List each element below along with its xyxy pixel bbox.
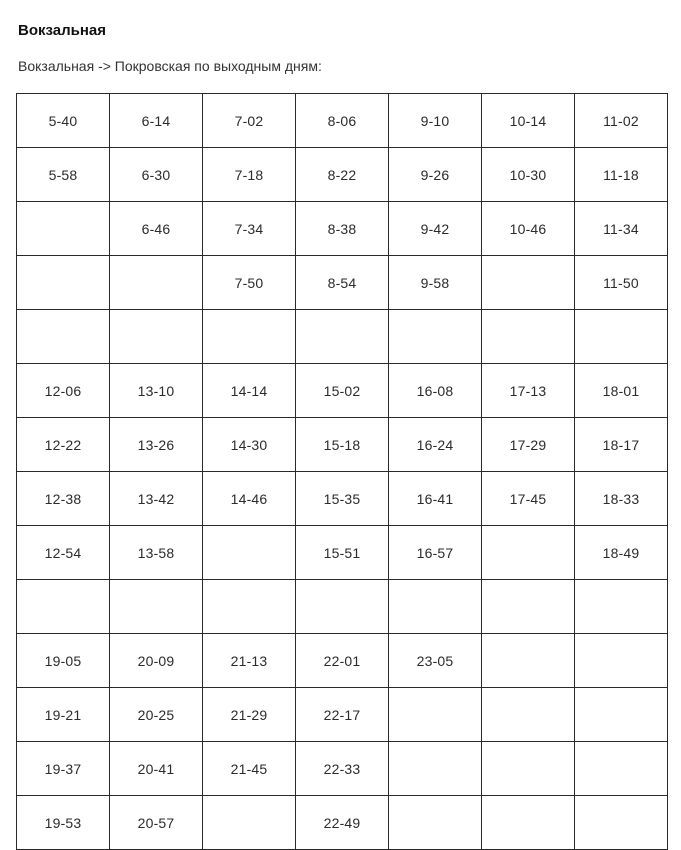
table-row (17, 688, 668, 742)
time-cell: 10-30 (482, 148, 575, 202)
time-cell (296, 580, 389, 634)
time-cell: 16-41 (389, 472, 482, 526)
schedule-body (17, 94, 668, 850)
time-cell: 10-14 (482, 94, 575, 148)
time-cell: 8-54 (296, 256, 389, 310)
time-cell (482, 526, 575, 580)
time-cell: 5-40 (17, 94, 110, 148)
table-row (17, 418, 668, 472)
time-cell (203, 580, 296, 634)
time-cell (482, 256, 575, 310)
time-cell: 15-51 (296, 526, 389, 580)
time-cell (17, 580, 110, 634)
table-row (17, 796, 668, 850)
table-row (17, 94, 668, 148)
time-cell (575, 580, 668, 634)
time-cell: 12-06 (17, 364, 110, 418)
time-cell: 15-02 (296, 364, 389, 418)
time-cell (17, 256, 110, 310)
time-cell: 9-58 (389, 256, 482, 310)
time-cell: 11-50 (575, 256, 668, 310)
time-cell: 17-13 (482, 364, 575, 418)
time-cell: 12-22 (17, 418, 110, 472)
time-cell: 16-24 (389, 418, 482, 472)
time-cell (575, 742, 668, 796)
time-cell: 23-05 (389, 634, 482, 688)
time-cell: 10-46 (482, 202, 575, 256)
time-cell: 9-10 (389, 94, 482, 148)
time-cell (296, 310, 389, 364)
page-title: Вокзальная (18, 22, 107, 39)
time-cell (575, 634, 668, 688)
time-cell: 22-33 (296, 742, 389, 796)
time-cell (482, 634, 575, 688)
time-cell (575, 688, 668, 742)
time-cell (389, 310, 482, 364)
time-cell: 21-13 (203, 634, 296, 688)
table-row (17, 742, 668, 796)
time-cell (17, 310, 110, 364)
table-row (17, 202, 668, 256)
time-cell (389, 796, 482, 850)
time-cell: 22-17 (296, 688, 389, 742)
time-cell: 18-33 (575, 472, 668, 526)
time-cell: 21-45 (203, 742, 296, 796)
time-cell: 8-22 (296, 148, 389, 202)
time-cell: 19-37 (17, 742, 110, 796)
time-cell (389, 688, 482, 742)
time-cell: 13-58 (110, 526, 203, 580)
time-cell: 11-34 (575, 202, 668, 256)
time-cell: 5-58 (17, 148, 110, 202)
time-cell: 11-18 (575, 148, 668, 202)
time-cell: 16-57 (389, 526, 482, 580)
time-cell: 6-46 (110, 202, 203, 256)
time-cell: 12-54 (17, 526, 110, 580)
time-cell: 15-35 (296, 472, 389, 526)
time-cell: 13-26 (110, 418, 203, 472)
time-cell: 22-49 (296, 796, 389, 850)
time-cell (17, 202, 110, 256)
time-cell (575, 310, 668, 364)
time-cell (389, 580, 482, 634)
schedule-table (16, 93, 668, 850)
time-cell: 16-08 (389, 364, 482, 418)
time-cell: 13-42 (110, 472, 203, 526)
table-row (17, 472, 668, 526)
time-cell: 13-10 (110, 364, 203, 418)
time-cell (203, 310, 296, 364)
table-row (17, 634, 668, 688)
table-row (17, 148, 668, 202)
time-cell (482, 742, 575, 796)
time-cell (575, 796, 668, 850)
time-cell: 8-38 (296, 202, 389, 256)
time-cell: 18-49 (575, 526, 668, 580)
time-cell: 20-09 (110, 634, 203, 688)
time-cell: 11-02 (575, 94, 668, 148)
time-cell (110, 580, 203, 634)
table-row (17, 256, 668, 310)
time-cell: 17-29 (482, 418, 575, 472)
time-cell: 19-53 (17, 796, 110, 850)
time-cell: 8-06 (296, 94, 389, 148)
time-cell (389, 742, 482, 796)
time-cell: 21-29 (203, 688, 296, 742)
time-cell: 6-30 (110, 148, 203, 202)
time-cell (203, 796, 296, 850)
time-cell: 6-14 (110, 94, 203, 148)
time-cell: 18-01 (575, 364, 668, 418)
time-cell: 9-26 (389, 148, 482, 202)
time-cell: 19-05 (17, 634, 110, 688)
time-cell: 7-50 (203, 256, 296, 310)
table-row (17, 526, 668, 580)
time-cell: 7-02 (203, 94, 296, 148)
time-cell: 20-57 (110, 796, 203, 850)
time-cell: 20-41 (110, 742, 203, 796)
time-cell (110, 256, 203, 310)
time-cell: 20-25 (110, 688, 203, 742)
time-cell: 17-45 (482, 472, 575, 526)
table-row (17, 364, 668, 418)
table-row (17, 310, 668, 364)
time-cell: 14-46 (203, 472, 296, 526)
time-cell (482, 688, 575, 742)
time-cell: 7-34 (203, 202, 296, 256)
time-cell (482, 580, 575, 634)
time-cell: 14-30 (203, 418, 296, 472)
time-cell: 15-18 (296, 418, 389, 472)
table-row (17, 580, 668, 634)
time-cell: 7-18 (203, 148, 296, 202)
time-cell (110, 310, 203, 364)
time-cell: 12-38 (17, 472, 110, 526)
time-cell (482, 796, 575, 850)
time-cell: 9-42 (389, 202, 482, 256)
time-cell (203, 526, 296, 580)
route-caption: Вокзальная -> Покровская по выходным дням: (18, 58, 322, 74)
time-cell: 18-17 (575, 418, 668, 472)
time-cell: 19-21 (17, 688, 110, 742)
time-cell (482, 310, 575, 364)
time-cell: 14-14 (203, 364, 296, 418)
time-cell: 22-01 (296, 634, 389, 688)
